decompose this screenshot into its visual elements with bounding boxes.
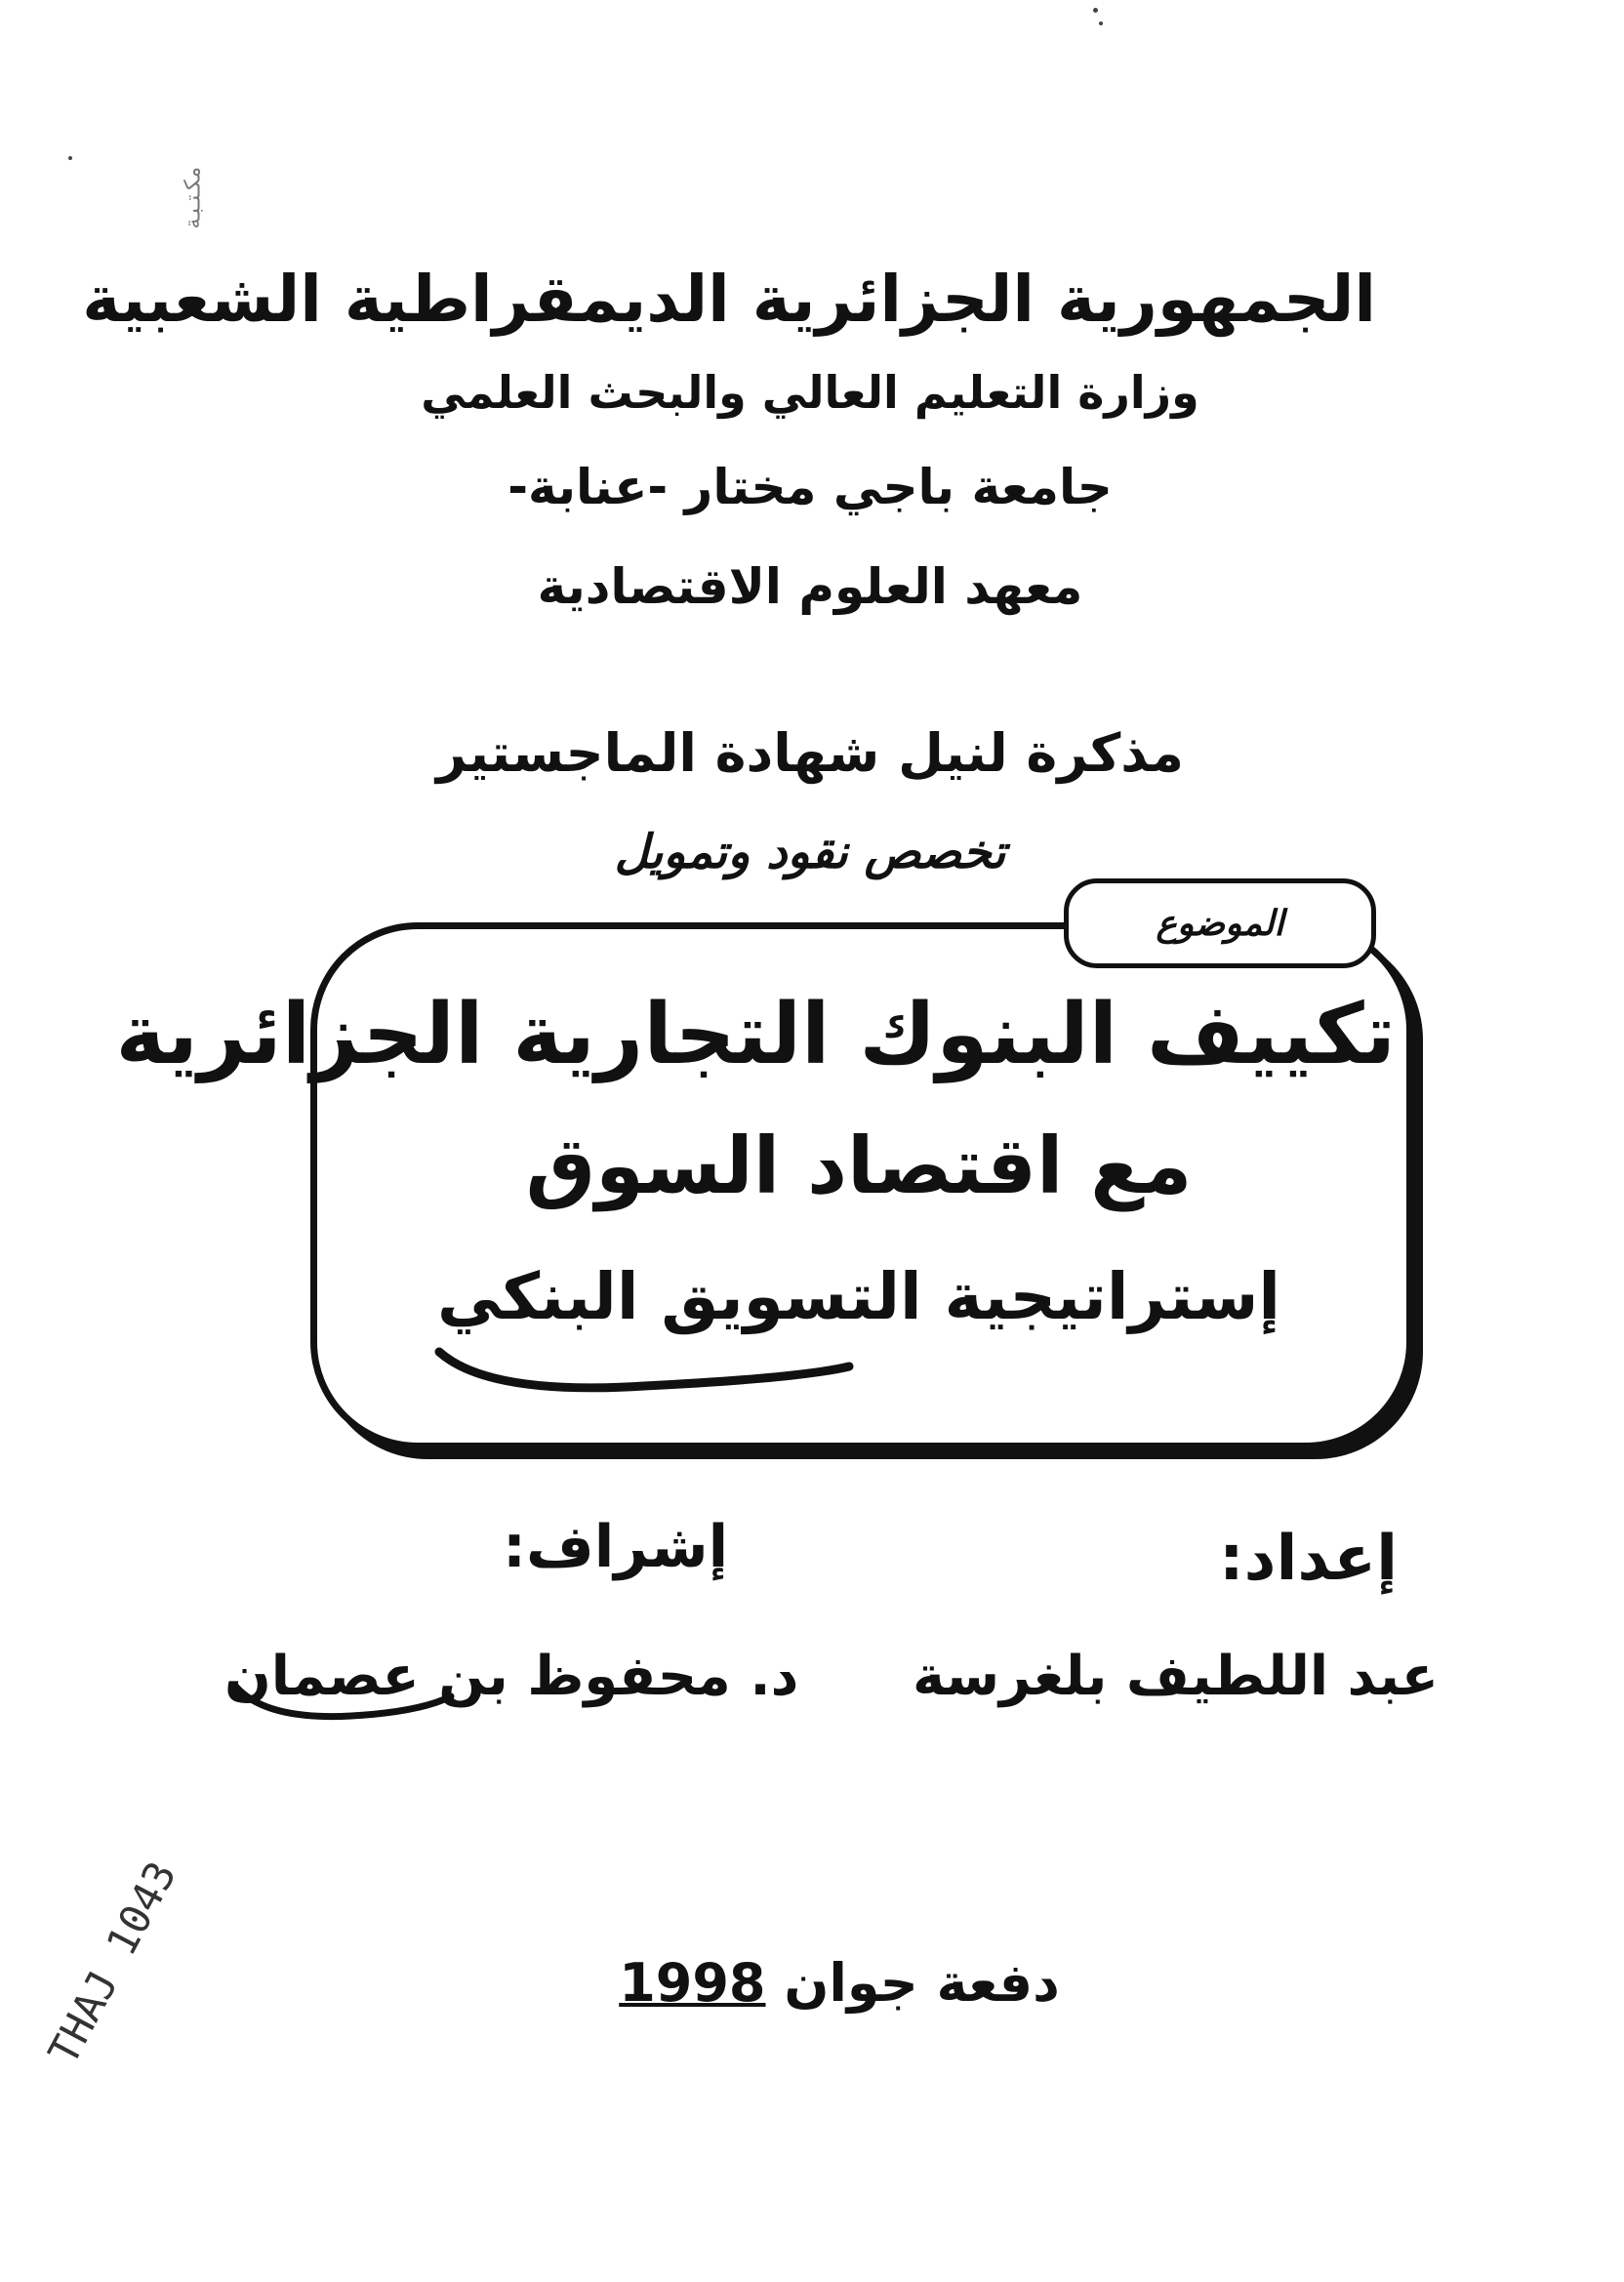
name-swash	[224, 1677, 459, 1726]
supervisor-name: د. محفوظ بن عصمان	[224, 1645, 799, 1708]
scan-speck	[1099, 21, 1103, 25]
date-year: 1998	[619, 1952, 766, 2014]
supervision-label: إشراف:	[503, 1513, 729, 1581]
thesis-subtitle: إستراتيجية التسويق البنكي	[437, 1259, 1280, 1334]
scan-speck	[68, 156, 72, 160]
graduation-date	[586, 1952, 1093, 2014]
author-name: عبد اللطيف بلغرسة	[913, 1645, 1439, 1708]
thesis-title-line-1: تكييف البنوك التجارية الجزائرية	[115, 986, 1396, 1083]
calligraphic-swash	[429, 1337, 859, 1396]
republic-heading: الجمهورية الجزائرية الديمقراطية الشعبية	[82, 262, 1376, 337]
ministry-heading: وزارة التعليم العالي والبحث العلمي	[421, 366, 1199, 419]
library-stamp: مكتبة	[181, 165, 206, 230]
topic-label: الموضوع	[1064, 878, 1376, 968]
handwritten-shelf-code: THAJ 1043	[39, 1854, 186, 2073]
date-text: دفعة جوان	[784, 1952, 1060, 2014]
thesis-title-line-2: مع اقتصاد السوق	[525, 1121, 1193, 1211]
institute-heading: معهد العلوم الاقتصادية	[537, 558, 1083, 615]
university-heading: جامعة باجي مختار -عنابة-	[508, 459, 1113, 515]
specialization: تخصص نقود وتمويل	[614, 825, 1006, 879]
memo-purpose: مذكرة لنيل شهادة الماجستير	[436, 722, 1184, 784]
prepared-by-label: إعداد:	[1219, 1523, 1398, 1595]
scan-speck	[1093, 8, 1098, 13]
